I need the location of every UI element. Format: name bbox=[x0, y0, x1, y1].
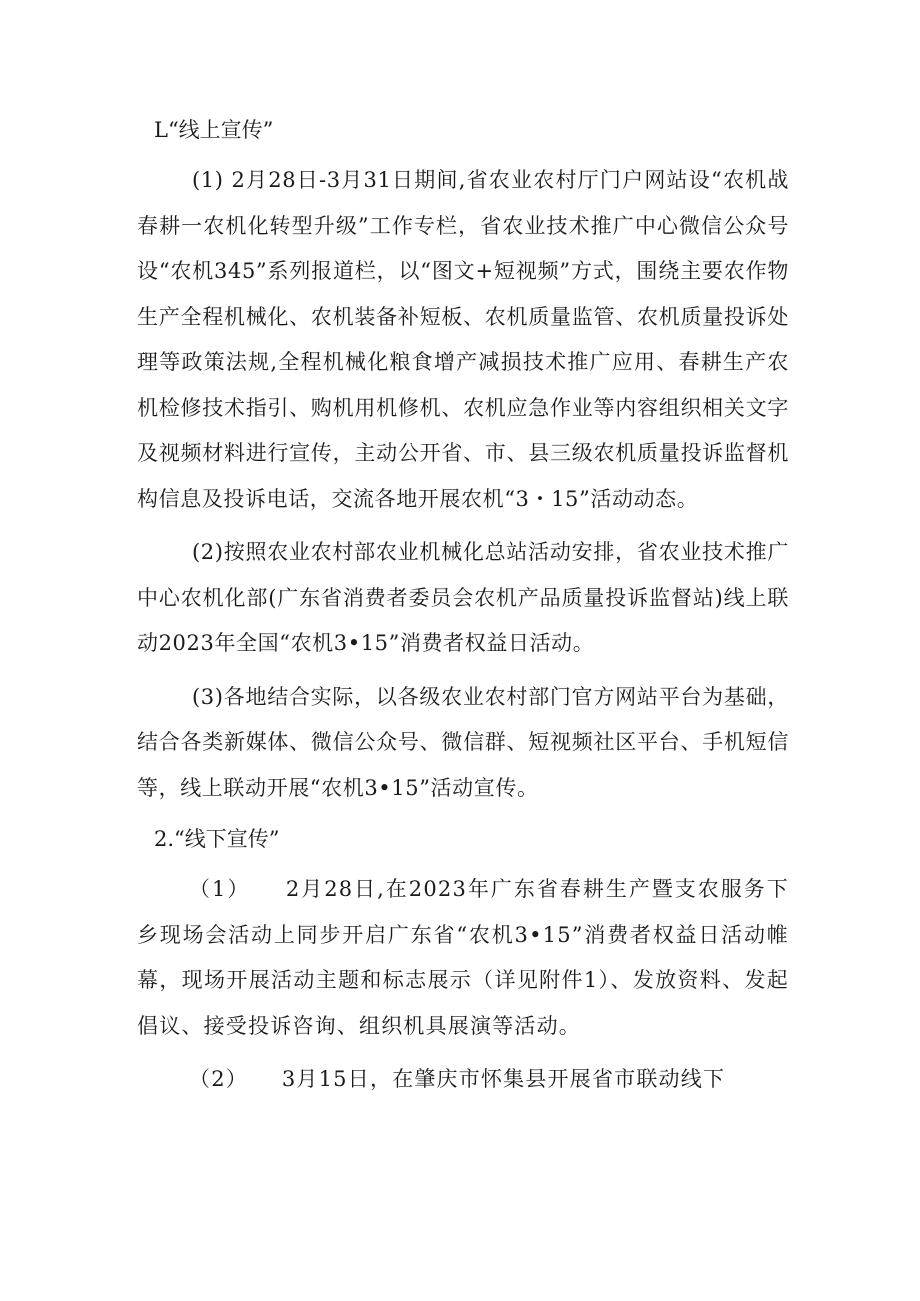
paragraph-offline-2: （2） 3月15日，在肇庆市怀集县开展省市联动线下 bbox=[189, 1067, 726, 1091]
paragraph-online-1: (1) 2月28日-3月31日期间,省农业农村厅门户网站设“农机战春耕一农机化转型升级”工作专栏，省农业技术推广中心微信公众号设“农机345”系列报道栏，以“图文+短视频”方式，围绕主要农作物生产全程机械化、农机装备补短板、农机质量监管、农机质量投诉处理等政策法规,全程机械化粮食增产减损技术推广应用、春耕生产农机检修技术指引、购机用机修机、农机应急作业等内容组织相关文字及视频材料进行宣传，主动公开省、市、县三级农机质量投诉监督机构信息及投诉电话，交流各地开展农机“3・15”活动动态。 bbox=[137, 168, 789, 511]
paragraph-offline-1: （1） 2月28日,在2023年广东省春耕生产暨支农服务下乡现场会活动上同步开启广东省“农机3•15”消费者权益日活动帷幕，现场开展活动主题和标志展示（详见附件1）、发放资料、发起倡议、接受投诉咨询、组织机具展演等活动。 bbox=[137, 877, 789, 1038]
paragraph-online-3: (3)各地结合实际，以各级农业农村部门官方网站平台为基础，结合各类新媒体、微信公众号、微信群、短视频社区平台、手机短信等，线上联动开展“农机3•15”活动宣传。 bbox=[137, 684, 789, 800]
paragraph-online-2: (2)按照农业农村部农业机械化总站活动安排，省农业技术推广中心农机化部(广东省消费者委员会农机产品质量投诉监督站)线上联动2023年全国“农机3•15”消费者权益日活动。 bbox=[137, 540, 789, 655]
section-heading-online: L“线上宣传” bbox=[154, 118, 274, 142]
section-heading-offline: 2.“线下宣传” bbox=[154, 827, 280, 851]
document-body bbox=[137, 110, 789, 1111]
